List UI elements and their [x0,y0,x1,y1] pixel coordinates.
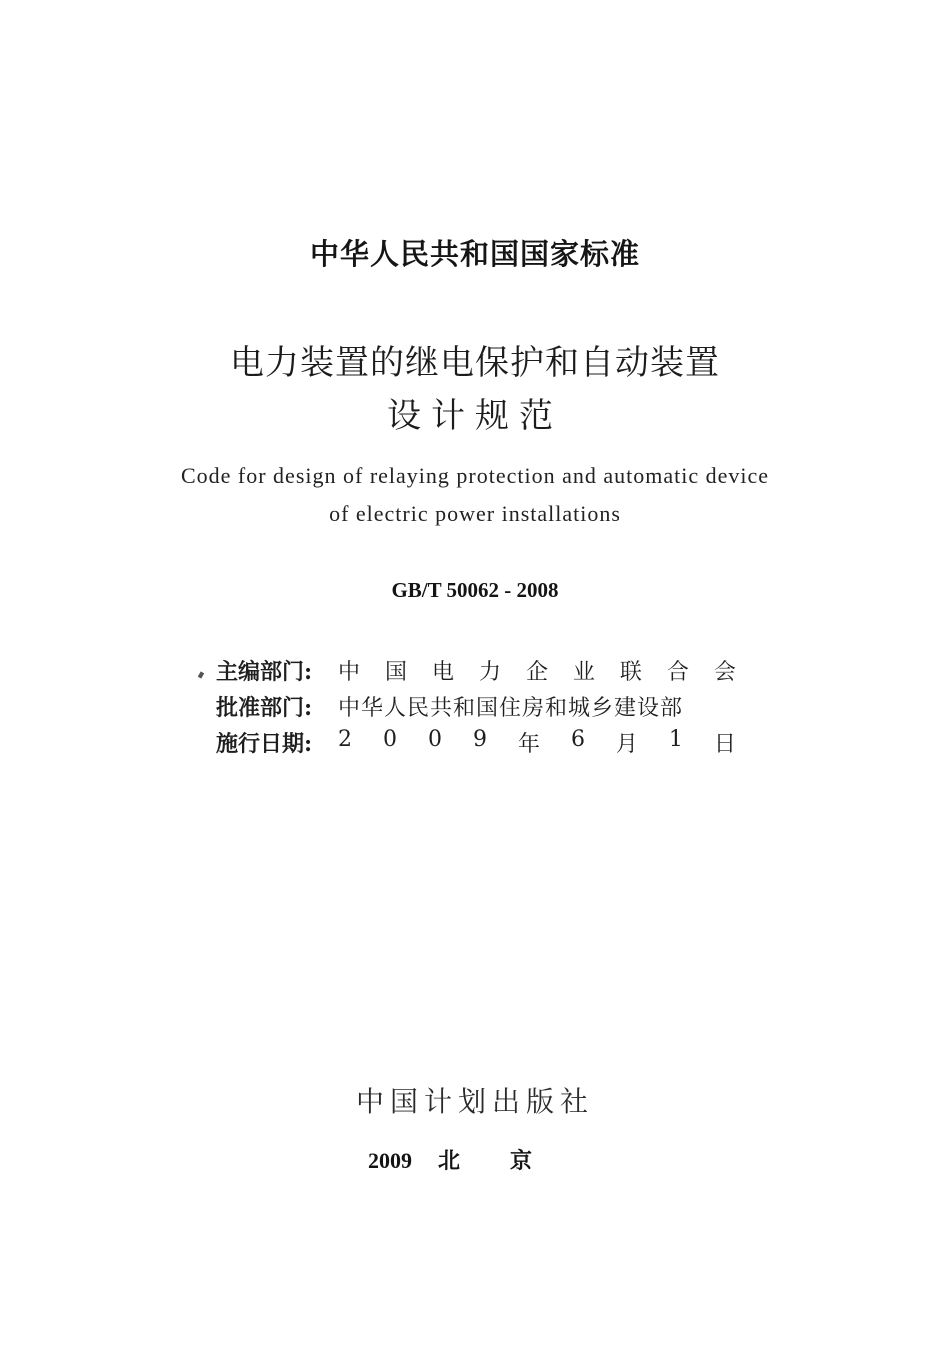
editor-value [338,655,736,686]
editor-char: 中 [338,659,361,685]
date-char: 0 [427,726,442,752]
publisher-name: 中国计划出版社 [355,1085,594,1118]
standard-number: GB/T 50062 - 2008 [391,578,559,602]
approver-label: 批准部门: [216,694,313,721]
date-char: 年 [517,731,540,757]
title-chinese-line-2: 设计规范 [387,396,563,436]
editor-label: 主编部门: [216,658,313,685]
date-char: 6 [570,726,585,752]
approver-value: 中华人民共和国住房和城乡建设部 [338,695,684,721]
publication-city: 北京 [437,1148,582,1174]
editor-char: 电 [431,659,454,685]
title-chinese-line-1: 电力装置的继电保护和自动装置 [230,343,720,383]
editor-char: 力 [478,659,501,685]
national-standard-label: 中华人民共和国国家标准 [309,237,640,271]
date-char: 月 [615,731,638,757]
publication-line [0,1144,950,1175]
effective-date-label: 施行日期: [216,730,313,757]
approver-row [216,688,736,724]
publication-year: 2009 [367,1148,412,1173]
date-char: 9 [472,726,487,752]
effective-date-value [338,727,736,758]
title-english-line-2: of electric power installations [329,501,621,526]
editor-char: 合 [666,659,689,685]
editor-row [216,652,736,688]
date-char: 0 [382,726,397,752]
editor-char: 国 [384,659,407,685]
editor-char: 企 [525,659,548,685]
date-char: 日 [713,731,736,757]
info-block [216,652,736,760]
date-char: 2 [338,726,352,752]
editor-char: 会 [713,659,736,685]
editor-char: 联 [619,659,642,685]
effective-date-row [216,724,736,760]
title-english-line-1: Code for design of relaying protection and automatic device [180,463,770,488]
date-char: 1 [668,726,683,752]
scan-speck [198,671,204,678]
editor-char: 业 [572,659,595,685]
